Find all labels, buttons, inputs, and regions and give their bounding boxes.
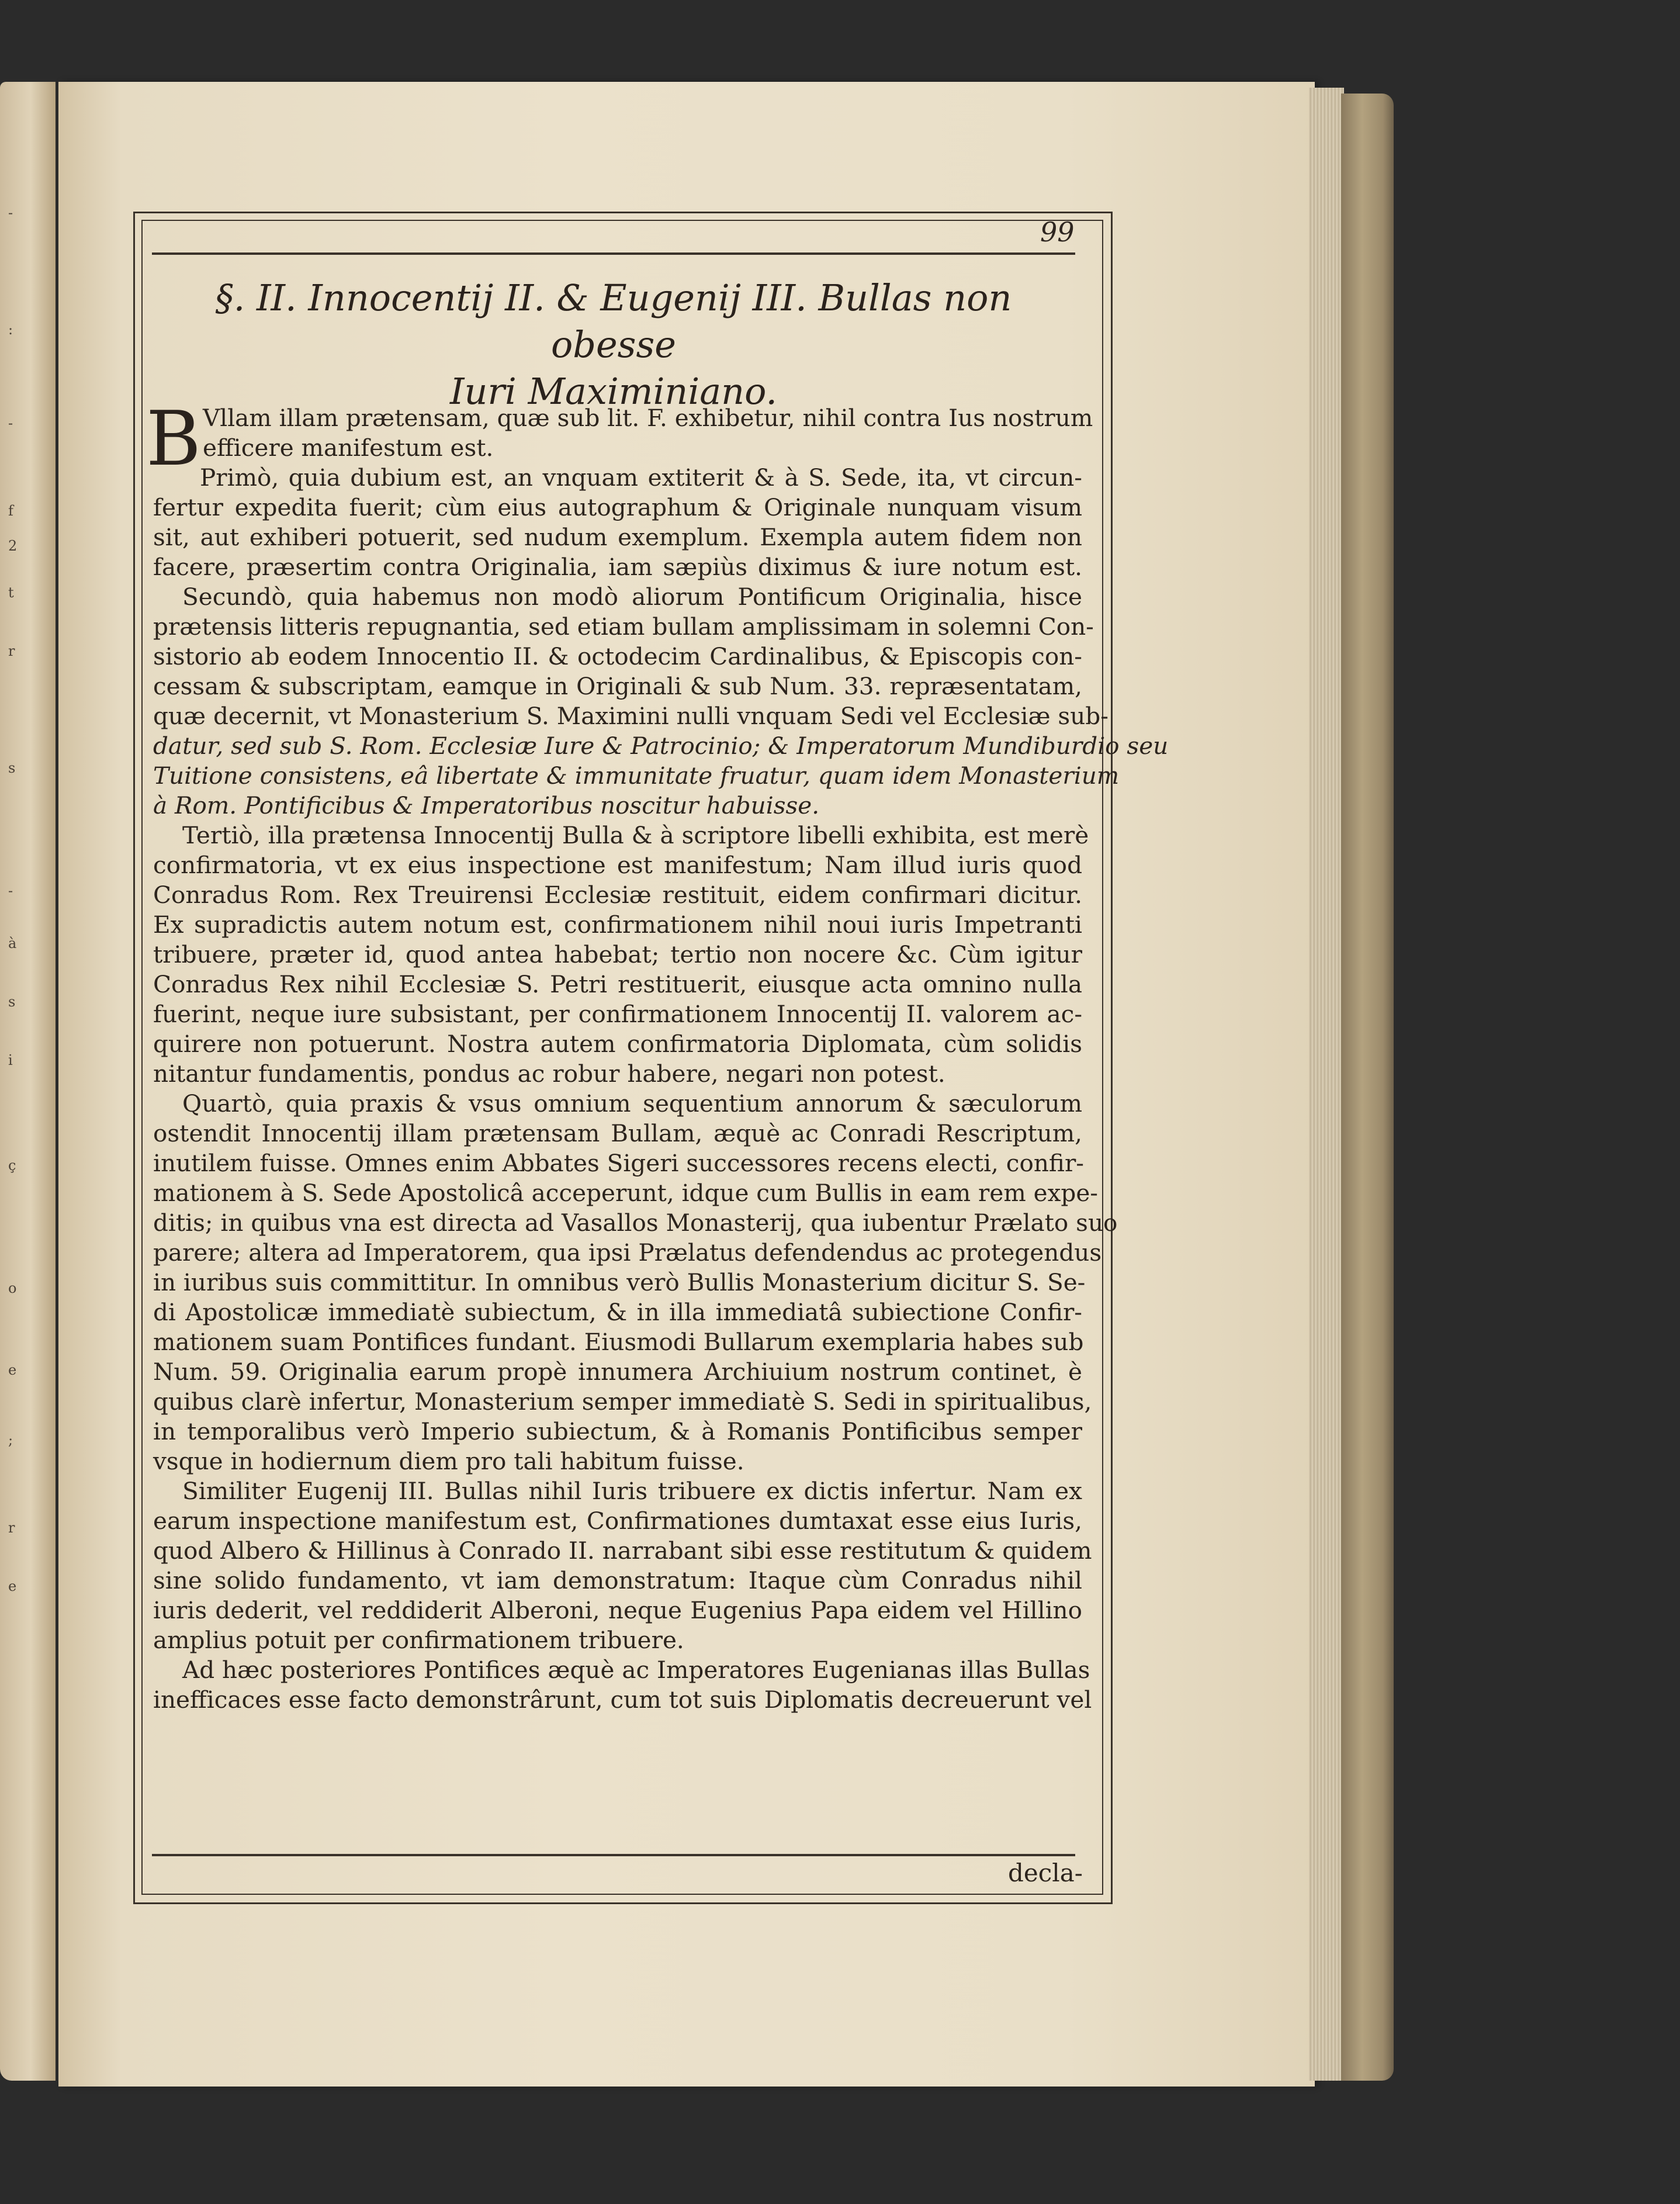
text-line: sine solido fundamento, vt iam demonstratum: Itaque cùm Conradus nihil [153, 1566, 1082, 1594]
text-line: Quartò, quia praxis & vsus omnium sequentium annorum & sæculorum [182, 1089, 1082, 1117]
text-line: earum inspectione manifestum est, Confirmationes dumtaxat esse eius Iuris, [153, 1507, 1082, 1535]
text-line: Ad hæc posteriores Pontifices æquè ac Imperatores Eugenianas illas Bullas [182, 1656, 1090, 1684]
text-line: quæ decernit, vt Monasterium S. Maximini nulli vnquam Sedi vel Ecclesiæ sub- [153, 702, 1109, 730]
text-line: di Apostolicæ immediatè subiectum, & in illa immediatâ subiectione Confir- [153, 1298, 1082, 1326]
text-line: ditis; in quibus vna est directa ad Vasallos Monasterij, qua iubentur Prælato suo [153, 1209, 1118, 1237]
heading-line-1: §. II. Innocentij II. & Eugenij III. Bullas non obesse [215, 276, 1012, 366]
header-rule [152, 252, 1075, 255]
text-line: facere, præsertim contra Originalia, iam sæpiùs diximus & iure notum est. [153, 553, 1082, 581]
text-line: parere; altera ad Imperatorem, qua ipsi Prælatus defendendus ac protegendus [153, 1238, 1102, 1267]
page-number: 99 [1040, 216, 1075, 248]
text-line: inefficaces esse facto demonstrârunt, cum tot suis Diplomatis decreuerunt vel [153, 1686, 1092, 1714]
footer-rule [152, 1854, 1075, 1856]
body-text [153, 403, 1169, 1715]
text-line: Conradus Rom. Rex Treuirensi Ecclesiæ restituit, eidem confirmari dicitur. [153, 881, 1082, 909]
text-line: mationem suam Pontifices fundant. Eiusmodi Bullarum exemplaria habes sub [153, 1328, 1084, 1356]
text-line: inutilem fuisse. Omnes enim Abbates Sigeri successores recens electi, confir- [153, 1149, 1084, 1177]
text-line: quibus clarè infertur, Monasterium semper immediatè S. Sedi in spiritualibus, [153, 1388, 1092, 1416]
text-line: vsque in hodiernum diem pro tali habitum fuisse. [153, 1447, 744, 1475]
text-line: fertur expedita fuerit; cùm eius autographum & Originale nunquam visum [153, 493, 1082, 521]
text-line: cessam & subscriptam, eamque in Originali & sub Num. 33. repræsentatam, [153, 672, 1082, 700]
text-line: Conradus Rex nihil Ecclesiæ S. Petri restituerit, eiusque acta omnino nulla [153, 970, 1082, 998]
text-line: Secundò, quia habemus non modò aliorum Pontificum Originalia, hisce [182, 583, 1082, 611]
section-heading [175, 275, 1052, 415]
text-line: confirmatoria, vt ex eius inspectione est manifestum; Nam illud iuris quod [153, 851, 1082, 879]
text-line: nitantur fundamentis, pondus ac robur habere, negari non potest. [153, 1060, 945, 1088]
catchword: decla- [1008, 1859, 1083, 1887]
text-line: iuris dederit, vel reddiderit Alberoni, neque Eugenius Papa eidem vel Hillino [153, 1596, 1082, 1624]
text-line: efficere manifestum est. [203, 434, 494, 462]
text-line: tribuere, præter id, quod antea habebat; tertio non nocere &c. Cùm igitur [153, 940, 1082, 968]
text-line: Vllam illam prætensam, quæ sub lit. F. exhibetur, nihil contra Ius nostrum [203, 404, 1093, 432]
text-line: Ex supradictis autem notum est, confirmationem nihil noui iuris Impetranti [153, 911, 1082, 939]
text-line: prætensis litteris repugnantia, sed etiam bullam amplissimam in solemni Con- [153, 613, 1094, 641]
text-line: quod Albero & Hillinus à Conrado II. narrabant sibi esse restitutum & quidem [153, 1537, 1092, 1565]
previous-page-edge: - : - f 2 t r s - à s i ç o e ; r e [0, 82, 56, 2081]
text-line: amplius potuit per confirmationem tribuere. [153, 1626, 684, 1654]
text-line: Tertiò, illa prætensa Innocentij Bulla & à scriptore libelli exhibita, est merè [182, 821, 1089, 849]
page-block-edges [1309, 88, 1344, 2081]
text-line: Primò, quia dubium est, an vnquam extiterit & à S. Sede, ita, vt circun- [200, 463, 1082, 492]
drop-cap: B [146, 396, 202, 483]
text-line: datur, sed sub S. Rom. Ecclesiæ Iure & Patrocinio; & Imperatorum Mundiburdio seu [153, 732, 1169, 760]
text-line: Similiter Eugenij III. Bullas nihil Iuris tribuere ex dictis infertur. Nam ex [182, 1477, 1082, 1505]
text-line: in iuribus suis committitur. In omnibus verò Bullis Monasterium dicitur S. Se- [153, 1268, 1086, 1296]
heading-line-2: Iuri Maximiniano. [449, 370, 778, 413]
text-line: Tuitione consistens, eâ libertate & immunitate fruatur, quam idem Monasterium [153, 762, 1120, 790]
text-line: ostendit Innocentij illam prætensam Bullam, æquè ac Conradi Rescriptum, [153, 1119, 1082, 1147]
text-line: sistorio ab eodem Innocentio II. & octodecim Cardinalibus, & Episcopis con- [153, 642, 1082, 670]
text-line: sit, aut exhiberi potuerit, sed nudum exemplum. Exempla autem fidem non [153, 523, 1082, 551]
text-line: Num. 59. Originalia earum propè innumera Archiuium nostrum continet, è [153, 1358, 1082, 1386]
text-line: quirere non potuerunt. Nostra autem confirmatoria Diplomata, cùm solidis [153, 1030, 1082, 1058]
text-line: fuerint, neque iure subsistant, per confirmationem Innocentij II. valorem ac- [153, 1000, 1082, 1028]
text-line: in temporalibus verò Imperio subiectum, & à Romanis Pontificibus semper [153, 1417, 1082, 1445]
book-cover-edge [1341, 94, 1394, 2081]
text-line: à Rom. Pontificibus & Imperatoribus noscitur habuisse. [153, 791, 820, 819]
text-line: mationem à S. Sede Apostolicâ acceperunt, idque cum Bullis in eam rem expe- [153, 1179, 1098, 1207]
